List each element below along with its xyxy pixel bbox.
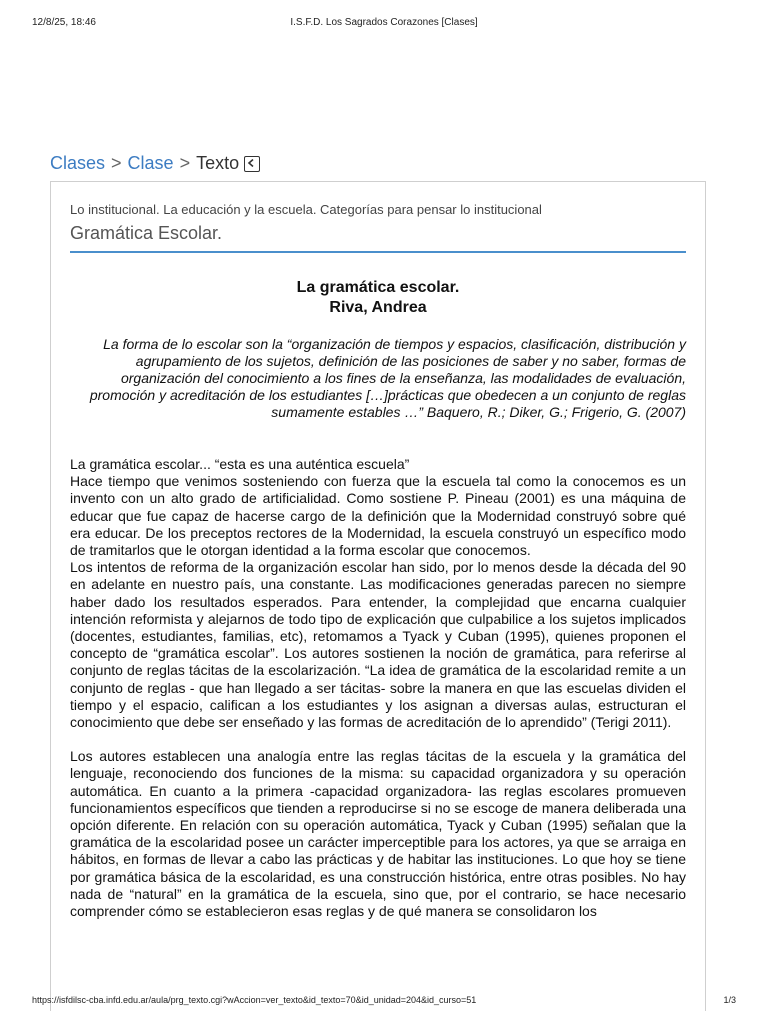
breadcrumb-current: Texto [196,153,240,173]
paragraph: Los autores establecen una analogía entre las reglas tácitas de la escuela y la gramática del lenguaje, reconociendo dos funciones de la misma: su capacidad organizadora y su operación automática. En cuanto a la primera -capacidad organizadora- las reglas escolares promueven funcionamientos específicos que tienden a reproducirse si no se escoge de manera deliberada una opción diferente. En relación con su operación automática, Tyack y Cuban (1995) señalan que la gramática de la escolaridad posee un carácter imperceptible para los actores, ya que se arraiga en hábitos, en formas de llevar a cabo las prácticas y de habitar las instituciones. Lo que hoy se tiene por gramática básica de la escolaridad, es una construcción histórica, entre otras posibles. No hay nada de “natural” en la gramática de la escuela, sino que, por el contrario, se hace necesario comprender cómo se establecieron esas reglas y de qué manera se consolidaron los [70,748,686,920]
breadcrumb-link-clase[interactable]: Clase [127,153,174,173]
back-arrow-icon[interactable] [244,156,260,172]
print-footer [0,995,768,1009]
content-card [50,181,706,1011]
paragraph: Los intentos de reforma de la organización escolar han sido, por lo menos desde la década del 90 en adelante en nuestro país, una constante. Las modificaciones generadas parecen no siempre haber dado los resultados esperados. Para entender, la complejidad que encarna cualquier intención reformista y alejarnos de todo tipo de explicación que culpabilice a los sujetos implicados (docentes, estudiantes, familias, etc), retomamos a Tyack y Cuban (1995), quienes proponen el concepto de “gramática escolar”. Los autores sostienen la noción de gramática, para referirse al conjunto de reglas tácitas de la escolarización. “La idea de gramática de la escolaridad remite a un conjunto de reglas - que han llegado a ser tácitas- sobre la manera en que las escuelas dividen el tiempo y el espacio, califican a los estudiantes y los asignan a diversas aulas, estructuran el conocimiento que debe ser enseñado y las formas de acreditación de lo aprendido” (Terigi 2011). [70,559,686,731]
print-page-title: I.S.F.D. Los Sagrados Corazones [Clases] [290,17,478,28]
title-divider [70,251,686,253]
print-date: 12/8/25, 18:46 [32,17,96,28]
unit-title: Lo institucional. La educación y la escuela. Categorías para pensar lo institucional [70,202,542,217]
breadcrumb [50,150,260,176]
document-author: Riva, Andrea [329,299,427,316]
print-page-number: 1/3 [723,995,736,1005]
paragraph: La gramática escolar... “esta es una auténtica escuela” [70,456,410,472]
document-heading [70,278,686,318]
article-body [70,456,686,920]
print-url: https://isfdilsc-cba.infd.edu.ar/aula/prg_texto.cgi?wAccion=ver_texto&id_texto=70&id_unidad=204&id_curso=51 [32,995,477,1005]
breadcrumb-link-clases[interactable]: Clases [50,153,106,173]
paragraph: Hace tiempo que venimos sosteniendo con fuerza que la escuela tal como la conocemos es un invento con un alto grado de artificialidad. Como sostiene P. Pineau (2001) es una máquina de educar que fue capaz de hacerse cargo de la definición que la Modernidad construyó sobre qué era educar. De los preceptos rectores de la Modernidad, la escuela construyó un específico modo de tramitarlos que le otorgan identidad a la forma escolar que conocemos. [70,473,686,559]
epigraph-quote: La forma de lo escolar son la “organización de tiempos y espacios, clasificación, distribución y agrupamiento de los sujetos, definición de las posiciones de saber y no saber, formas de organización del conocimiento a los fines de la enseñanza, las modalidades de evaluación, promoción y acreditación de los estudiantes […]prácticas que obedecen a un conjunto de reglas sumamente estables …” Baquero, R.; Diker, G.; Frigerio, G. (2007) [89,336,686,420]
section-title: Gramática Escolar. [70,223,223,243]
breadcrumb-separator: > [111,153,122,173]
breadcrumb-separator: > [179,153,191,173]
print-header [0,17,768,31]
document-title: La gramática escolar. [296,279,460,296]
